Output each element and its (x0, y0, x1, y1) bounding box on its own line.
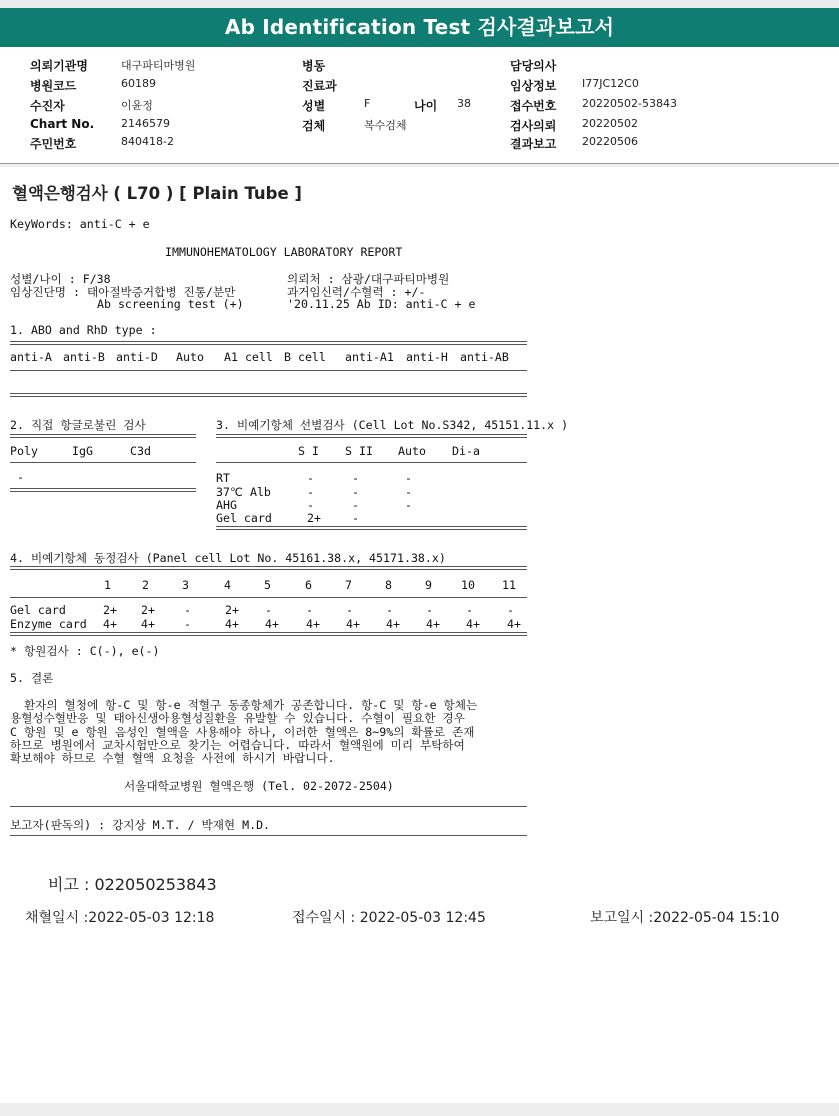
sex-age: 성별/나이 : F/38 (10, 272, 111, 286)
panel-heading: 4. 비예기항체 동정검사 (Panel cell Lot No. 45161.38.x, 45171.38.x) (10, 551, 446, 565)
header-value: 20220502 (582, 117, 638, 130)
abo-column-header: anti-B (63, 350, 105, 364)
panel-column-header: 6 (305, 578, 312, 592)
panel-value: 4+ (507, 617, 521, 631)
screening-column-header: Di-a (452, 444, 480, 458)
abo-column-header: A1 cell (224, 350, 273, 364)
dat-column-header: C3d (130, 444, 151, 458)
panel-value: - (184, 617, 191, 631)
screening-value: - (405, 498, 412, 512)
panel-column-header: 8 (385, 578, 392, 592)
test-title: 혈액은행검사 ( L70 ) [ Plain Tube ] (12, 184, 302, 203)
panel-value: - (306, 603, 313, 617)
header-label: 병동 (302, 59, 326, 73)
header-value: 20220506 (582, 135, 638, 148)
header-label: 검체 (302, 119, 326, 133)
panel-value: - (466, 603, 473, 617)
requester: 의뢰처 : 삼광/대구파티마병원 (287, 272, 450, 286)
panel-bottom-rule (10, 632, 527, 636)
header-label: 임상정보 (510, 79, 557, 93)
header-value: 대구파티마병원 (121, 59, 196, 72)
header-label: 접수번호 (510, 99, 557, 113)
screening-column-header: S II (345, 444, 373, 458)
abo-column-header: anti-H (406, 350, 448, 364)
panel-value: 2+ (103, 603, 117, 617)
screening-value: - (405, 471, 412, 485)
header-label: 주민번호 (30, 137, 77, 151)
screening-value: - (405, 485, 412, 499)
panel-value: 4+ (466, 617, 480, 631)
abo-column-header: anti-AB (460, 350, 509, 364)
header-label: 성별 (302, 99, 326, 113)
dat-column-header: Poly (10, 444, 38, 458)
panel-value: - (184, 603, 191, 617)
conclusion-line: 환자의 혈청에 항-C 및 항-e 적혈구 동종항체가 공존합니다. 항-C 및 항-e 항체는 (10, 698, 478, 712)
abo-top-rule (10, 341, 527, 345)
diagnosis-detail: Ab screening test (+) (97, 297, 244, 311)
footer-collected: 채혈일시 :2022-05-03 12:18 (25, 910, 215, 926)
screening-value: - (352, 498, 359, 512)
panel-value: 4+ (346, 617, 360, 631)
history: 과거임신력/수혈력 : +/- (287, 285, 426, 299)
panel-column-header: 1 (104, 578, 111, 592)
header-value: 60189 (121, 77, 156, 90)
panel-value: 2+ (225, 603, 239, 617)
screening-value: - (352, 471, 359, 485)
panel-top-rule (10, 566, 527, 570)
screening-column-header: Auto (398, 444, 426, 458)
report-title: Ab Identification Test 검사결과보고서 (0, 8, 839, 47)
dat-top-rule (10, 434, 196, 438)
screening-row-label: AHG (216, 498, 237, 512)
panel-value: 4+ (103, 617, 117, 631)
dat-bottom-rule (10, 488, 196, 492)
footer-reported: 보고일시 :2022-05-04 15:10 (590, 910, 780, 926)
panel-column-header: 9 (425, 578, 432, 592)
conclusion-line: C 항원 및 e 항원 음성인 혈액을 사용해야 하나, 이러한 혈액은 8~9%의 확률로 존재 (10, 724, 475, 739)
panel-column-header: 3 (182, 578, 189, 592)
header-label: 담당의사 (510, 59, 557, 73)
reporter: 보고자(판독의) : 강지상 M.T. / 박재현 M.D. (10, 818, 271, 832)
screening-bottom-rule (216, 526, 527, 530)
abo-bottom-rule (10, 393, 527, 397)
panel-column-header: 4 (224, 578, 231, 592)
prev-id: '20.11.25 Ab ID: anti-C + e (287, 297, 476, 311)
panel-row-label: Gel card (10, 603, 66, 617)
dat-column-header: IgG (72, 444, 93, 458)
header-label: 병원코드 (30, 79, 77, 93)
screening-row-label: Gel card (216, 511, 272, 525)
panel-value: 2+ (141, 603, 155, 617)
panel-column-header: 7 (345, 578, 352, 592)
reporter-top-rule (10, 806, 527, 807)
header-label: 검사의뢰 (510, 119, 557, 133)
abo-column-header: anti-A (10, 350, 52, 364)
header-value: 840418-2 (121, 135, 174, 148)
screening-top-rule (216, 434, 527, 438)
bottom-bar (0, 1103, 839, 1116)
header-label: 진료과 (302, 79, 337, 93)
conclusion-line: 용혈성수혈반응 및 태아신생아용혈성질환을 유발할 수 있습니다. 수혈이 필요한 경우 (10, 711, 465, 726)
dat-value: - (17, 470, 24, 484)
panel-value: 4+ (426, 617, 440, 631)
screening-row-label: RT (216, 471, 230, 485)
panel-value: 4+ (306, 617, 320, 631)
header-label: 결과보고 (510, 137, 557, 151)
dat-mid-rule (10, 462, 196, 463)
abo-mid-rule (10, 370, 527, 371)
antigen-note: * 항원검사 : C(-), e(-) (10, 644, 160, 658)
screening-value: - (307, 498, 314, 512)
header-label: 의뢰기관명 (30, 59, 88, 73)
screening-value: 2+ (307, 511, 321, 525)
panel-mid-rule (10, 597, 527, 598)
panel-value: 4+ (141, 617, 155, 631)
conclusion-org: 서울대학교병원 혈액은행 (Tel. 02-2072-2504) (124, 779, 394, 793)
screening-value: - (352, 511, 359, 525)
abo-column-header: anti-D (116, 350, 158, 364)
footer-received: 접수일시 : 2022-05-03 12:45 (292, 910, 486, 926)
panel-value: - (426, 603, 433, 617)
footer-note: 비고 : 022050253843 (48, 875, 217, 894)
header-value: 복수검체 (364, 119, 407, 132)
header-label: 수진자 (30, 99, 65, 113)
header-value: 이윤정 (121, 99, 153, 112)
abo-heading: 1. ABO and RhD type : (10, 323, 157, 337)
conclusion-line: 확보해야 하므로 수혈 혈액 요청을 사전에 하시기 바랍니다. (10, 751, 335, 766)
panel-value: 4+ (225, 617, 239, 631)
dat-heading: 2. 직접 항글로불린 검사 (10, 418, 146, 432)
conclusion-line: 하므로 병원에서 교차시험만으로 찾기는 어렵습니다. 따라서 혈액원에 미리 부탁하여 (10, 737, 465, 752)
abo-column-header: B cell (284, 350, 326, 364)
screening-value: - (352, 485, 359, 499)
header-label: Chart No. (30, 117, 95, 131)
panel-column-header: 2 (142, 578, 149, 592)
screening-heading: 3. 비예기항체 선별검사 (Cell Lot No.S342, 45151.11.x ) (216, 418, 569, 432)
screening-column-header: S I (298, 444, 319, 458)
header-value: I77JC12C0 (582, 77, 639, 90)
header-value: 20220502-53843 (582, 97, 677, 110)
lab-report-title: IMMUNOHEMATOLOGY LABORATORY REPORT (165, 245, 403, 259)
header-divider-shadow (0, 164, 839, 167)
keywords: KeyWords: anti-C + e (10, 217, 150, 231)
conclusion-heading: 5. 결론 (10, 671, 54, 685)
header-value: F (364, 97, 371, 110)
panel-value: 4+ (265, 617, 279, 631)
reporter-bottom-rule (10, 835, 527, 836)
panel-value: - (265, 603, 272, 617)
age-value: 38 (457, 97, 471, 110)
panel-column-header: 10 (461, 578, 475, 592)
abo-column-header: anti-A1 (345, 350, 394, 364)
abo-column-header: Auto (176, 350, 204, 364)
panel-value: - (346, 603, 353, 617)
age-label: 나이 (414, 99, 438, 113)
screening-value: - (307, 471, 314, 485)
panel-value: - (386, 603, 393, 617)
screening-mid-rule (216, 462, 527, 463)
panel-row-label: Enzyme card (10, 617, 87, 631)
panel-column-header: 5 (264, 578, 271, 592)
panel-value: - (507, 603, 514, 617)
header-value: 2146579 (121, 117, 170, 130)
screening-row-label: 37℃ Alb (216, 485, 271, 499)
diagnosis: 임상진단명 : 태아절박증거합병 진통/분만 (10, 285, 236, 299)
screening-value: - (307, 485, 314, 499)
panel-value: 4+ (386, 617, 400, 631)
panel-column-header: 11 (502, 578, 516, 592)
